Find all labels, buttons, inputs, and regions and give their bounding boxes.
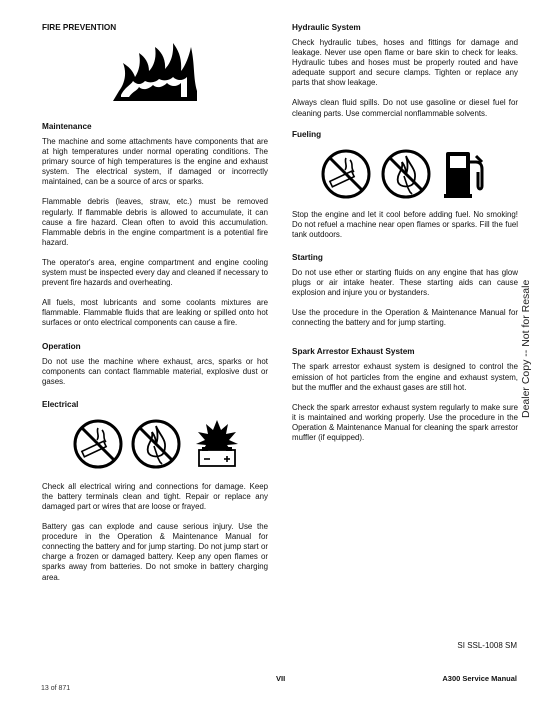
starting-paragraph-2: Use the procedure in the Operation & Maintenance Manual for connecting the battery and for jump starting. <box>292 308 518 328</box>
operation-heading: Operation <box>42 341 81 351</box>
no-open-flame-icon <box>380 148 432 205</box>
starting-paragraph-1: Do not use ether or starting fluids on any engine that has glow plugs or air intake heater. These starting aids can cause explosion and injure you or bystanders. <box>292 267 518 298</box>
battery-explosion-icon <box>190 418 244 475</box>
maintenance-paragraph-4: All fuels, most lubricants and some coolants mixtures are flammable. Flammable fluids that are leaking or spilled onto hot surfaces or onto electrical components can cause a fire. <box>42 298 268 328</box>
operation-paragraph-1: Do not use the machine where exhaust, arcs, sparks or hot components can contact flammable material, explosive dust or gases. <box>42 356 268 386</box>
flame-icon <box>111 41 199 105</box>
maintenance-paragraph-1: The machine and some attachments have components that are at high temperatures under normal operating conditions. The primary source of high temperatures is the engine and exhaust system. The electrical system, if damaged or incorrectly maintained, can be a source of arcs or sparks. <box>42 137 268 187</box>
maintenance-paragraph-2: Flammable debris (leaves, straw, etc.) must be removed regularly. If flammable debris is allowed to accumulate, it can cause a fire hazard. Clean often to avoid this accumulation. Flammable debris in the engine compartment is a potential fire hazard. <box>42 197 268 247</box>
flame-symbol <box>42 41 268 105</box>
fueling-paragraph-1: Stop the engine and let it cool before adding fuel. No smoking! Do not refuel a machine near open flames or sparks. Fill the fuel tank outdoors. <box>292 209 518 239</box>
hydraulic-paragraph-2: Always clean fluid spills. Do not use gasoline or diesel fuel for cleaning parts. Use commercial nonflammable solvents. <box>292 98 518 118</box>
manual-title: A300 Service Manual <box>442 674 517 683</box>
spark-arrestor-paragraph-1: The spark arrestor exhaust system is designed to control the emission of hot particles from the engine and exhaust system, but the muffler and the exhaust gases are still hot. <box>292 362 518 392</box>
document-reference: SI SSL-1008 SM <box>457 641 517 650</box>
fueling-heading: Fueling <box>292 129 322 139</box>
electrical-paragraph-2: Battery gas can explode and cause serious injury. Use the procedure in the Operation & Maintenance Manual for connecting the battery and for jump starting. Do not jump start or charge a frozen or damaged battery. Keep any open flames or sparks away from batteries. Do not smoke in battery charging area. <box>42 522 268 582</box>
no-open-flame-icon <box>130 418 182 475</box>
starting-heading: Starting <box>292 252 323 262</box>
right-column <box>292 22 518 443</box>
hydraulic-paragraph-1: Check hydraulic tubes, hoses and fittings for damage and leakage. Never use open flame or bare skin to check for leaks. Hydraulic tubes and hoses must be properly routed and have adequate support and secure clamps. Tighten or replace any parts that show leakage. <box>292 38 518 88</box>
electrical-heading: Electrical <box>42 399 79 409</box>
no-smoking-icon <box>72 418 124 475</box>
electrical-paragraph-1: Check all electrical wiring and connections for damage. Keep the battery terminals clean and tight. Repair or replace any damaged part or wires that are loose or frayed. <box>42 481 268 511</box>
spark-arrestor-heading: Spark Arrestor Exhaust System <box>292 347 415 357</box>
fueling-icon-row <box>320 148 518 206</box>
fuel-pump-icon <box>442 148 488 205</box>
dealer-copy-notice: Dealer Copy -- Not for Resale <box>520 279 532 418</box>
no-smoking-icon <box>320 148 372 205</box>
maintenance-paragraph-3: The operator's area, engine compartment and engine cooling system must be inspected every day and cleaned if necessary to prevent fire hazards and overheating. <box>42 257 268 288</box>
spark-arrestor-paragraph-2: Check the spark arrestor exhaust system regularly to make sure it is maintained and working properly. Use the procedure in the Operation & Maintenance Manual for cleaning the spark arrestor muffler (if equipped). <box>292 402 518 442</box>
fire-prevention-heading: FIRE PREVENTION <box>42 23 117 32</box>
page-number-roman: VII <box>276 674 286 683</box>
electrical-icon-row <box>72 418 268 476</box>
page-counter: 13 of 871 <box>41 685 71 692</box>
maintenance-heading: Maintenance <box>42 122 92 131</box>
left-column <box>42 22 268 583</box>
hydraulic-system-heading: Hydraulic System <box>292 23 361 32</box>
